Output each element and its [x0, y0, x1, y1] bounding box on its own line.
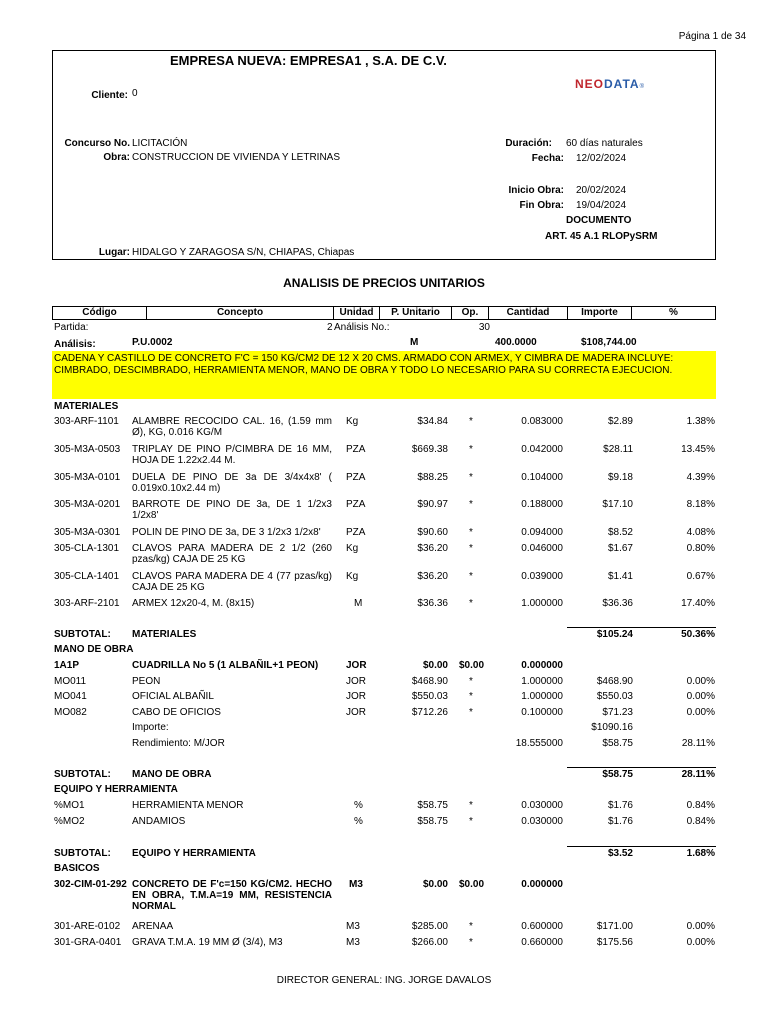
row-code: 303-ARF-2101	[54, 598, 120, 609]
subtotal-rule-mano	[567, 767, 716, 768]
rendimiento-qty: 18.555000	[515, 738, 563, 749]
subtotal-label-equipo: SUBTOTAL:	[54, 848, 111, 859]
row-pct: 8.18%	[686, 499, 715, 510]
row-unit: JOR	[346, 707, 366, 718]
row-code: 305-M3A-0101	[54, 472, 121, 483]
section-basicos: BASICOS	[54, 863, 100, 874]
row-pu: $266.00	[411, 937, 448, 948]
row-unit: M3	[346, 937, 360, 948]
subtotal-label-materiales: SUBTOTAL:	[54, 629, 111, 640]
cuadrilla-op: $0.00	[459, 660, 485, 671]
row-qty: 0.600000	[521, 921, 563, 932]
inicio-obra-label: Inicio Obra:	[508, 185, 564, 196]
cuadrilla-code: 1A1P	[54, 660, 80, 671]
row-importe: $550.03	[596, 691, 633, 702]
row-pct: 4.39%	[686, 472, 715, 483]
row-unit: JOR	[346, 691, 366, 702]
row-pct: 13.45%	[681, 444, 715, 455]
subtotal-pct-equipo: 1.68%	[686, 848, 715, 859]
section-equipo: EQUIPO Y HERRAMIENTA	[54, 784, 178, 795]
row-code: 305-M3A-0503	[54, 444, 121, 455]
row-code: 305-CLA-1401	[54, 571, 120, 582]
fecha-label: Fecha:	[531, 153, 564, 164]
row-op: *	[469, 472, 473, 483]
page-number: Página 1 de 34	[678, 31, 746, 42]
row-pu: $58.75	[417, 800, 448, 811]
row-op: *	[469, 676, 473, 687]
row-pct: 0.80%	[686, 543, 715, 554]
row-desc: ARENAA	[132, 921, 174, 932]
row-op: *	[469, 571, 473, 582]
row-unit: PZA	[346, 472, 366, 483]
row-op: *	[469, 707, 473, 718]
row-pu: $36.20	[417, 571, 448, 582]
row-importe: $28.11	[603, 444, 633, 455]
row-desc: TRIPLAY DE PINO P/CIMBRA DE 16 MM, HOJA DE 1.22x2.44 M.	[132, 444, 332, 466]
analisis-importe: $108,744.00	[581, 337, 637, 348]
documento-label: DOCUMENTO	[566, 215, 632, 226]
row-importe: $36.36	[602, 598, 633, 609]
subtotal-mano: $58.75	[602, 769, 633, 780]
row-desc: HERRAMIENTA MENOR	[132, 800, 244, 811]
row-code: MO082	[54, 707, 87, 718]
row-importe: $1.41	[607, 571, 633, 582]
footer-signature: DIRECTOR GENERAL: ING. JORGE DAVALOS	[276, 975, 492, 986]
row-desc: BARROTE DE PINO DE 3a, DE 1 1/2x3 1/2x8'	[132, 499, 332, 521]
row-qty: 1.000000	[521, 598, 563, 609]
fin-obra-label: Fin Obra:	[519, 200, 564, 211]
subtotal-rule-equipo	[567, 846, 716, 847]
article-label: ART. 45 A.1 RLOPySRM	[545, 231, 658, 242]
row-code: 305-CLA-1301	[54, 543, 120, 554]
row-qty: 0.104000	[521, 472, 563, 483]
row-pu: $36.20	[417, 543, 448, 554]
row-qty: 0.083000	[521, 416, 563, 427]
basico-desc: CONCRETO DE F'c=150 KG/CM2. HECHO EN OBRA, T.M.A=19 MM, RESISTENCIA NORMAL	[132, 879, 332, 912]
subtotal-name-materiales: MATERIALES	[132, 629, 197, 640]
row-importe: $71.23	[602, 707, 633, 718]
row-qty: 0.100000	[521, 707, 563, 718]
client-label: Cliente:	[91, 90, 128, 101]
concurso-label: Concurso No.	[64, 138, 130, 149]
row-unit: Kg	[346, 543, 359, 554]
company-name: EMPRESA NUEVA: EMPRESA1 , S.A. DE C.V.	[170, 53, 447, 68]
partida-value: 2	[327, 322, 333, 333]
subtotal-materiales: $105.24	[596, 629, 633, 640]
row-code: 305-M3A-0201	[54, 499, 121, 510]
basico-qty: 0.000000	[521, 879, 563, 890]
row-op: *	[469, 543, 473, 554]
row-pu: $90.97	[417, 499, 448, 510]
analisis-no-value: 30	[478, 322, 490, 333]
obra-value: CONSTRUCCION DE VIVIENDA Y LETRINAS	[132, 152, 341, 163]
row-pu: $36.36	[417, 598, 448, 609]
row-desc: ARMEX 12x20-4, M. (8x15)	[132, 598, 255, 609]
row-code: MO041	[54, 691, 87, 702]
subtotal-label-mano: SUBTOTAL:	[54, 769, 111, 780]
row-importe: $175.56	[596, 937, 633, 948]
row-unit: PZA	[346, 499, 366, 510]
concurso-value: LICITACIÓN	[132, 138, 188, 149]
col-op: Op.	[452, 306, 489, 320]
row-unit: M3	[346, 921, 360, 932]
cuadrilla-qty: 0.000000	[521, 660, 563, 671]
fin-obra-value: 19/04/2024	[576, 200, 627, 211]
row-pct: 0.67%	[686, 571, 715, 582]
row-desc: ANDAMIOS	[132, 816, 186, 827]
analysis-description: CADENA Y CASTILLO DE CONCRETO F'C = 150 KG/CM2 DE 12 X 20 CMS. ARMADO CON ARMEX, Y CIMBRA DE MADERA INCLUYE: CIMBRADO, DESCIMBRADO, HERRAMIENTA MENOR, MANO DE OBRA Y TODO LO NECESARIO PARA SU CORRECTA EJECUCION.	[54, 353, 674, 376]
row-importe: $2.89	[607, 416, 633, 427]
row-desc: CLAVOS PARA MADERA DE 2 1/2 (260 pzas/kg) CAJA DE 25 KG	[132, 543, 332, 565]
row-pu: $58.75	[417, 816, 448, 827]
obra-label: Obra:	[103, 152, 130, 163]
row-desc: OFICIAL ALBAÑIL	[132, 691, 214, 702]
row-desc: PEON	[132, 676, 161, 687]
col-codigo: Código	[52, 306, 147, 320]
basico-pu: $0.00	[422, 879, 448, 890]
row-qty: 0.094000	[521, 527, 563, 538]
row-unit: %	[354, 816, 363, 827]
cuadrilla-desc: CUADRILLA No 5 (1 ALBAÑIL+1 PEON)	[132, 660, 319, 671]
row-op: *	[469, 816, 473, 827]
row-op: *	[469, 499, 473, 510]
basico-unit: M3	[349, 879, 363, 890]
row-importe: $9.18	[607, 472, 633, 483]
rendimiento-pct: 28.11%	[681, 738, 715, 749]
row-desc: CABO DE OFICIOS	[132, 707, 221, 718]
col-importe: Importe	[568, 306, 632, 320]
row-pu: $550.03	[411, 691, 448, 702]
row-pct: 0.00%	[686, 691, 715, 702]
cuadrilla-pu: $0.00	[422, 660, 448, 671]
row-unit: JOR	[346, 676, 366, 687]
row-pu: $90.60	[417, 527, 448, 538]
row-desc: DUELA DE PINO DE 3a DE 3/4x4x8' ( 0.019x0.10x2.44 m)	[132, 472, 332, 494]
analisis-cantidad: 400.0000	[495, 337, 537, 348]
row-unit: %	[354, 800, 363, 811]
partida-label: Partida:	[54, 322, 89, 333]
row-pct: 1.38%	[686, 416, 715, 427]
cuadrilla-unit: JOR	[346, 660, 367, 671]
col-cantidad: Cantidad	[489, 306, 568, 320]
client-value: 0	[132, 88, 138, 99]
row-pu: $34.84	[417, 416, 448, 427]
inicio-obra-value: 20/02/2024	[576, 185, 627, 196]
row-pu: $468.90	[411, 676, 448, 687]
row-code: 301-ARE-0102	[54, 921, 121, 932]
row-pct: 0.84%	[686, 800, 715, 811]
analisis-label: Análisis:	[54, 339, 96, 350]
rendimiento-importe: $58.75	[602, 738, 633, 749]
row-op: *	[469, 691, 473, 702]
row-pct: 0.00%	[686, 676, 715, 687]
analisis-unit: M	[410, 337, 419, 348]
row-op: *	[469, 444, 473, 455]
row-code: 303-ARF-1101	[54, 416, 119, 427]
row-qty: 0.188000	[521, 499, 563, 510]
row-importe: $1.76	[607, 816, 633, 827]
duracion-label: Duración:	[505, 138, 552, 149]
row-qty: 0.030000	[521, 816, 563, 827]
row-unit: PZA	[346, 444, 366, 455]
row-unit: M	[354, 598, 363, 609]
row-pct: 0.00%	[686, 707, 715, 718]
subtotal-pct-mano: 28.11%	[681, 769, 715, 780]
row-qty: 0.042000	[521, 444, 563, 455]
row-importe: $171.00	[596, 921, 633, 932]
row-code: MO011	[54, 676, 87, 687]
row-code: 301-GRA-0401	[54, 937, 122, 948]
row-qty: 0.039000	[521, 571, 563, 582]
row-importe: $8.52	[607, 527, 633, 538]
row-op: *	[469, 416, 473, 427]
section-mano-obra: MANO DE OBRA	[54, 644, 134, 655]
row-pu: $285.00	[411, 921, 448, 932]
row-pct: 4.08%	[686, 527, 715, 538]
row-importe: $1.67	[607, 543, 633, 554]
row-desc: GRAVA T.M.A. 19 MM Ø (3/4), M3	[132, 937, 283, 948]
row-unit: PZA	[346, 527, 366, 538]
subtotal-pct-materiales: 50.36%	[681, 629, 715, 640]
row-op: *	[469, 598, 473, 609]
basico-op: $0.00	[459, 879, 485, 890]
document-title: ANALISIS DE PRECIOS UNITARIOS	[283, 276, 485, 290]
row-pct: 0.00%	[686, 921, 715, 932]
row-pu: $712.26	[411, 707, 448, 718]
col-pct: %	[632, 306, 716, 320]
row-op: *	[469, 937, 473, 948]
row-op: *	[469, 921, 473, 932]
row-importe: $17.10	[602, 499, 633, 510]
neodata-logo: NEODATA®	[575, 77, 645, 91]
row-importe: $1.76	[607, 800, 633, 811]
row-unit: Kg	[346, 416, 359, 427]
col-unidad: Unidad	[334, 306, 380, 320]
analisis-no-label: Análisis No.:	[334, 322, 390, 333]
col-punitario: P. Unitario	[380, 306, 452, 320]
row-desc: ALAMBRE RECOCIDO CAL. 16, (1.59 mm Ø), KG, 0.016 KG/M	[132, 416, 332, 438]
rendimiento-label: Rendimiento: M/JOR	[132, 738, 225, 749]
subtotal-name-equipo: EQUIPO Y HERRAMIENTA	[132, 848, 256, 859]
lugar-value: HIDALGO Y ZARAGOSA S/N, CHIAPAS, Chiapas	[132, 247, 355, 258]
row-unit: Kg	[346, 571, 359, 582]
basico-code: 302-CIM-01-292	[54, 879, 127, 890]
row-pu: $88.25	[417, 472, 448, 483]
section-materiales: MATERIALES	[54, 401, 119, 412]
row-op: *	[469, 800, 473, 811]
fecha-value: 12/02/2024	[576, 153, 627, 164]
analisis-code: P.U.0002	[132, 337, 173, 348]
row-qty: 0.030000	[521, 800, 563, 811]
row-code: 305-M3A-0301	[54, 527, 121, 538]
importe-label: Importe:	[132, 722, 169, 733]
row-op: *	[469, 527, 473, 538]
row-code: %MO1	[54, 800, 85, 811]
row-qty: 0.046000	[521, 543, 563, 554]
row-pu: $669.38	[411, 444, 448, 455]
row-desc: CLAVOS PARA MADERA DE 4 (77 pzas/kg) CAJA DE 25 KG	[132, 571, 332, 593]
subtotal-name-mano: MANO DE OBRA	[132, 769, 212, 780]
row-desc: POLIN DE PINO DE 3a, DE 3 1/2x3 1/2x8'	[132, 527, 321, 538]
row-qty: 0.660000	[521, 937, 563, 948]
row-pct: 17.40%	[681, 598, 715, 609]
row-pct: 0.84%	[686, 816, 715, 827]
row-qty: 1.000000	[521, 691, 563, 702]
lugar-label: Lugar:	[98, 247, 130, 258]
subtotal-equipo: $3.52	[607, 848, 633, 859]
importe-value: $1090.16	[591, 722, 633, 733]
row-pct: 0.00%	[686, 937, 715, 948]
row-code: %MO2	[54, 816, 85, 827]
row-importe: $468.90	[596, 676, 633, 687]
col-concepto: Concepto	[147, 306, 334, 320]
subtotal-rule-materiales	[567, 627, 716, 628]
row-qty: 1.000000	[521, 676, 563, 687]
duracion-value: 60 días naturales	[566, 138, 643, 149]
